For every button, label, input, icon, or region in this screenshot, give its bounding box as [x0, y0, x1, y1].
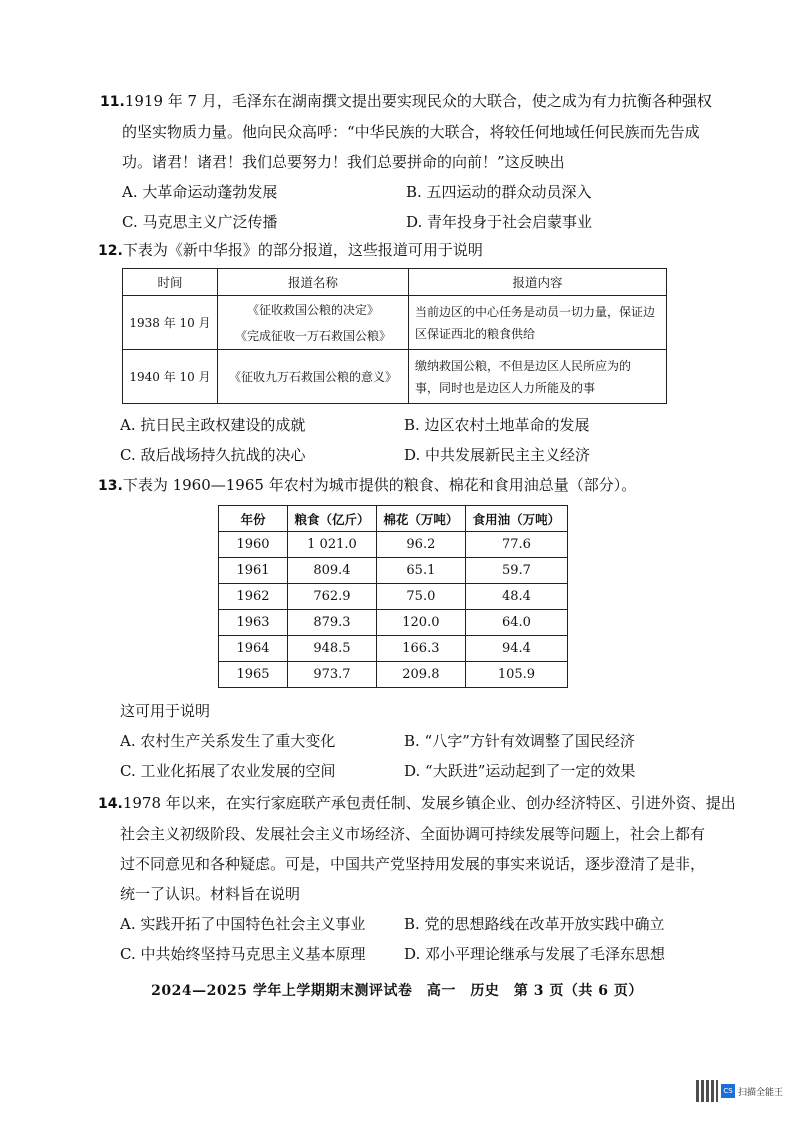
option-b[interactable]: B. “八字”方针有效调整了国民经济: [404, 732, 635, 750]
table-row: [219, 584, 568, 610]
option-a[interactable]: A. 实践开拓了中国特色社会主义事业: [120, 915, 366, 933]
supply-data-table: [218, 505, 568, 688]
question-12: [98, 235, 698, 266]
table-cell: 120.0: [376, 610, 465, 636]
option-a[interactable]: A. 抗日民主政权建设的成就: [120, 416, 306, 434]
question-12-options: [98, 410, 698, 470]
option-d[interactable]: D. 中共发展新民主主义经济: [404, 446, 591, 464]
table-row: [219, 558, 568, 584]
options-row: [100, 177, 700, 207]
table-header: 报道名称: [218, 269, 409, 296]
options-row: [98, 440, 698, 470]
table-cell: 948.5: [288, 636, 377, 662]
table-cell: 1963: [219, 610, 288, 636]
table-cell: 209.8: [376, 662, 465, 688]
table-header: 时间: [123, 269, 218, 296]
table-cell: 105.9: [465, 662, 567, 688]
option-b[interactable]: B. 边区农村土地革命的发展: [404, 416, 590, 434]
question-14: [98, 788, 736, 969]
table-row: [219, 636, 568, 662]
scanner-logo-icon: CS: [721, 1084, 735, 1098]
question-14-line-4: 统一了认识。材料旨在说明: [120, 885, 301, 903]
option-c[interactable]: C. 工业化拓展了农业发展的空间: [120, 762, 336, 780]
scanner-watermark: [696, 1080, 783, 1102]
qr-code-icon: [696, 1080, 718, 1102]
question-number: 14.: [98, 796, 123, 812]
options-row: [98, 726, 698, 756]
table-header: 年份: [219, 506, 288, 532]
table-cell: 59.7: [465, 558, 567, 584]
table-cell: 1965: [219, 662, 288, 688]
table-cell: 64.0: [465, 610, 567, 636]
option-a[interactable]: A. 农村生产关系发生了重大变化: [120, 732, 336, 750]
table-cell: 762.9: [288, 584, 377, 610]
table-cell: 973.7: [288, 662, 377, 688]
newspaper-report-table: [122, 268, 667, 404]
option-c[interactable]: C. 中共始终坚持马克思主义基本原理: [120, 945, 366, 963]
table-cell: 1962: [219, 584, 288, 610]
table-cell: 96.2: [376, 532, 465, 558]
question-13-stem: 13.下表为 1960—1965 年农村为城市提供的粮食、棉花和食用油总量（部分）。: [98, 476, 637, 494]
table-header: 粮食（亿斤）: [288, 506, 377, 532]
question-11: [100, 86, 712, 237]
table-cell: 75.0: [376, 584, 465, 610]
table-cell: 94.4: [465, 636, 567, 662]
question-11-line-3: 功。诸君！诸君！我们总要努力！我们总要拼命的向前！”这反映出: [122, 153, 565, 171]
options-row: [100, 207, 700, 237]
table-row: [123, 350, 667, 404]
question-13-options: [98, 696, 698, 786]
table-cell-titles: 《征收救国公粮的决定》 《完成征收一万石救国公粮》: [218, 296, 409, 350]
table-cell: 166.3: [376, 636, 465, 662]
question-number: 12.: [98, 243, 123, 259]
option-c[interactable]: C. 马克思主义广泛传播: [122, 213, 278, 231]
table-row: [219, 610, 568, 636]
option-a[interactable]: A. 大革命运动蓬勃发展: [122, 183, 278, 201]
table-cell: 48.4: [465, 584, 567, 610]
question-14-line-1: 14.1978 年以来，在实行家庭联产承包责任制、发展乡镇企业、创办经济特区、引进外资、提出: [98, 794, 736, 812]
table-cell-time: 1938 年 10 月: [123, 296, 218, 350]
option-b[interactable]: B. 党的思想路线在改革开放实践中确立: [404, 915, 665, 933]
option-d[interactable]: D. 邓小平理论继承与发展了毛泽东思想: [404, 945, 666, 963]
table-cell: 1961: [219, 558, 288, 584]
table-cell-time: 1940 年 10 月: [123, 350, 218, 404]
table-cell-content: 当前边区的中心任务是动员一切力量，保证边 区保证西北的粮食供给: [409, 296, 667, 350]
question-number: 13.: [98, 478, 123, 494]
table-cell: 1964: [219, 636, 288, 662]
page-footer: 2024—2025 学年上学期期末测评试卷 高一 历史 第 3 页（共 6 页）: [151, 983, 643, 999]
question-13-after: 这可用于说明: [120, 702, 211, 720]
table-row: [219, 532, 568, 558]
table-cell-titles: 《征收九万石救国公粮的意义》: [218, 350, 409, 404]
table-row: [219, 662, 568, 688]
scanner-brand: 扫描全能王: [738, 1087, 784, 1098]
options-row: [98, 909, 698, 939]
table-header: 食用油（万吨）: [465, 506, 567, 532]
options-row: [98, 756, 698, 786]
table-cell: 1 021.0: [288, 532, 377, 558]
question-11-line-1: 11.1919 年 7 月，毛泽东在湖南撰文提出要实现民众的大联合，使之成为有力抗衡各种强权: [100, 92, 712, 110]
question-11-line-2: 的坚实物质力量。他向民众高呼：“中华民族的大联合，将较任何地域任何民族而先告成: [122, 123, 700, 141]
question-13: [98, 470, 698, 501]
options-row: [98, 939, 698, 969]
question-12-stem: 12.下表为《新中华报》的部分报道，这些报道可用于说明: [98, 241, 483, 259]
option-b[interactable]: B. 五四运动的群众动员深入: [406, 183, 592, 201]
table-cell: 1960: [219, 532, 288, 558]
table-header: 报道内容: [409, 269, 667, 296]
question-14-line-2: 社会主义初级阶段、发展社会主义市场经济、全面协调可持续发展等问题上，社会上都有: [120, 825, 706, 843]
table-cell-content: 缴纳救国公粮，不但是边区人民所应为的 事，同时也是边区人力所能及的事: [409, 350, 667, 404]
table-row: [123, 296, 667, 350]
table-cell: 879.3: [288, 610, 377, 636]
question-number: 11.: [100, 94, 125, 110]
table-header-row: [123, 269, 667, 296]
option-d[interactable]: D. “大跃进”运动起到了一定的效果: [404, 762, 636, 780]
table-header: 棉花（万吨）: [376, 506, 465, 532]
options-row: [98, 410, 698, 440]
question-14-line-3: 过不同意见和各种疑虑。可是，中国共产党坚持用发展的事实来说话，逐步澄清了是非，: [120, 855, 706, 873]
table-cell: 65.1: [376, 558, 465, 584]
option-d[interactable]: D. 青年投身于社会启蒙事业: [406, 213, 593, 231]
table-cell: 809.4: [288, 558, 377, 584]
option-c[interactable]: C. 敌后战场持久抗战的决心: [120, 446, 306, 464]
table-header-row: [219, 506, 568, 532]
table-cell: 77.6: [465, 532, 567, 558]
